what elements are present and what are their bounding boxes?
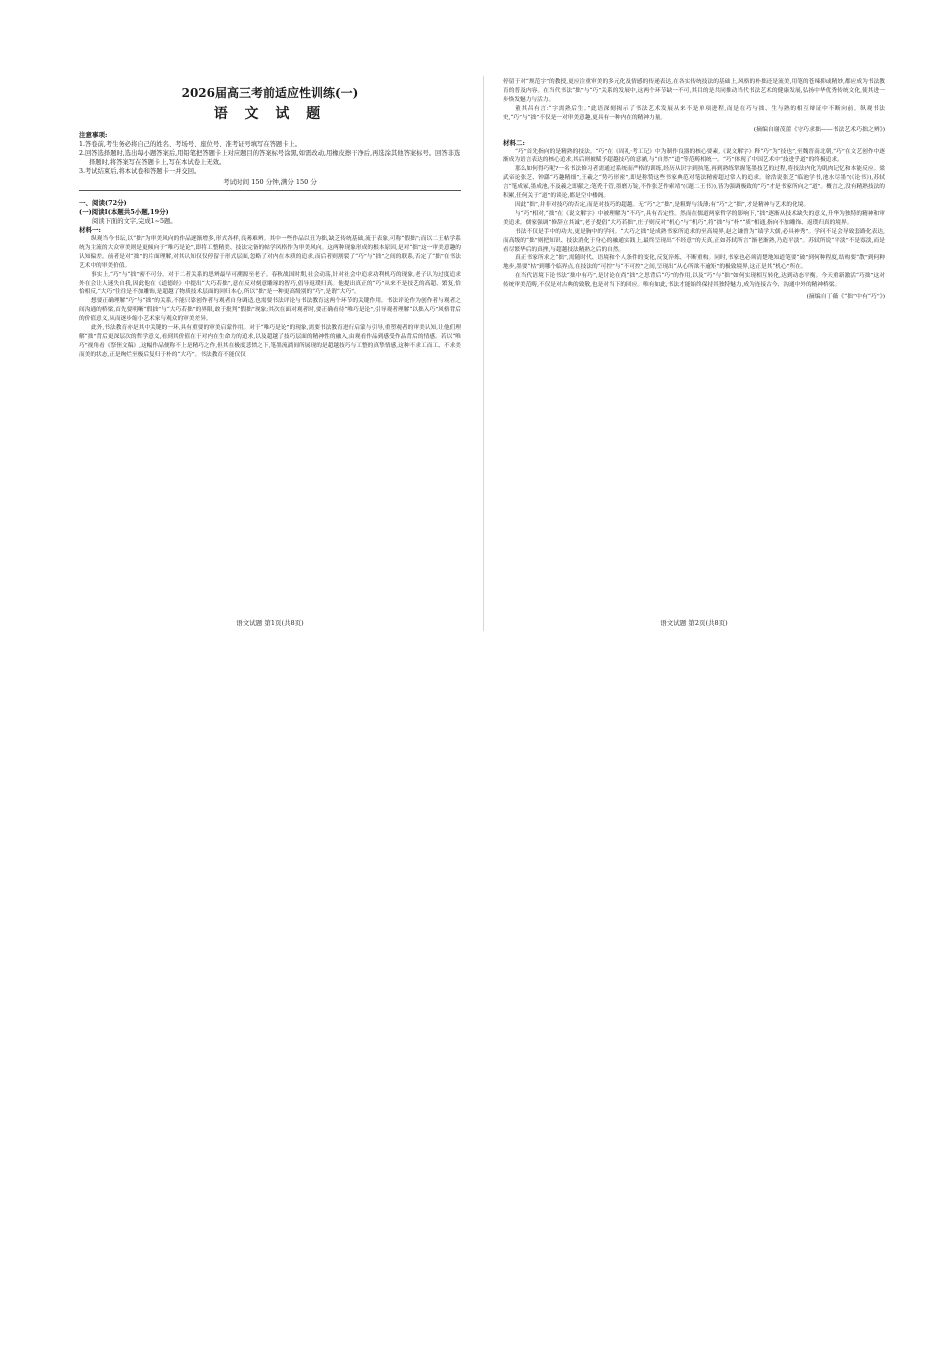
exam-sheet — [75, 70, 885, 640]
material-1-heading: 材料一: — [79, 226, 101, 234]
material-1-paragraph: 纵观当今书坛,以“拙”为审美风向的作品逐渐增多,形式各样,良莠难辨。其中一些作品以丑为拙,缺乏传统基础,流于表象,可称“假拙”;而以二王帖学系统为主流的大众审美则是更倾向于“唯巧是论”,即将工整精美、技法完备的帖学风格作为审美风向。这两种现象形成的根本原因,是对“拙”这一审美意趣的认知偏差。前者是对“拙”的片面理解,对其认知仅仅停留于形式层面,忽略了对内在本质的追求,而后者则割裂了“巧”与“拙”之间的联系,否定了“拙”在书法艺术中的审美价值。 — [79, 236, 461, 269]
material-2-paragraph: 那么如何得巧呢?一名书法修习者需通过系统而严格的训练,经历从识字到执笔,再到熟练掌握笔墨技艺的过程,将技法内化为肌肉记忆和本能反应。梁武帝论张芝、钟繇“巧趣精细”,王羲之“势巧形密”,即是称赞这些书家典范对笔法精密超过常人的追求。徐浩说张芝“临池学书,池水尽墨”(《论书》),苏轼言“笔成冢,墨成池,不及羲之即献之;笔秃千管,墨磨万锭,不作张芝作索靖”(《题二王书》),皆为强调极致的“巧”才是书家所向之“道”。概言之,没有精熟技法的积累,任何关于“道”的谈论,都是空中楼阁。 — [503, 166, 885, 200]
material-2-paragraph: 与“巧”相对,“拙”在《说文解字》中被理解为“不巧”,具有否定性。然而在儒道两家哲学的影响下,“拙”逐渐从技术缺失的意义,升华为独特的精神和审美追求。儒家强调“修辞立其诚”,老子提倡“大巧若拙”,庄子则反对“机心”与“机巧”,将“拙”与“朴”“质”相通,指向不加雕饰、返璞归真的境界。 — [503, 210, 885, 226]
subsection-heading: (一)阅读Ⅰ(本题共5小题,19分) — [79, 208, 169, 216]
page-2-footer: 语文试题 第2页(共8页) — [660, 619, 728, 627]
material-1-paragraph: 此外,书法教育亦是其中关键的一环,具有重要的审美启蒙作用。对于“唯巧是论”的现象,需要书法教育进行启蒙与引导,重塑观者的审美认知,让他们理解“拙”背后更深层次的哲学意义,看到其价值在于对内在生命力的追求,以及超越了技巧层面的精神性的融入,由观看作品到感受作品背后的情感。若以“唯巧”视角看《祭侄文稿》,这幅作品便称不上是精巧之作,但其在极度悲愤之下,笔墨流淌间所展现的是超越技巧与工整的真挚情感,这种不求工而工、不求美而美的状态,正是绚烂至极后复归于朴的“大巧”。书法教育不能仅仅 — [79, 325, 461, 358]
material-2-heading: 材料二: — [503, 138, 525, 147]
material-1-paragraph-continued: 停留于对“规范字”的教授,更应注重审美的多元化及情感的传递表达,在各实传统技法的基础上,风格的朴拙还是流美,用笔的苍辣抑或精妙,都应成为书法教育的普及内容。在当代书法“拙”与“巧”关系的发展中,这两个环节缺一不可,其目的是共同推动当代书法艺术的健康发展,弘扬中华优秀传统文化,使其进一步焕发魅力与活力。 — [503, 79, 885, 103]
divider-rule — [79, 190, 461, 191]
exam-time-line: 考试时间 150 分钟,满分 150 分 — [223, 178, 317, 186]
reading-instruction: 阅读下面的文字,完成1~5题。 — [92, 218, 177, 225]
material-2-paragraph: “巧”首先指向的是精熟的技法。“巧”在《周礼·考工记》中为制作良器的核心要素,《说文解字》释“巧”为“技也”,至魏晋南北朝,“巧”在文艺创作中逐渐成为语言表达的核心追求,其后则被赋予超越技巧的意涵,与“自然”“道”等范畴相统一。“巧”体现了中国艺术中“技进乎道”的终极追求。 — [503, 148, 885, 164]
notes-heading: 注意事项: — [79, 131, 108, 139]
exam-title: 2026届高三考前适应性训练(一) — [181, 86, 359, 100]
material-2-paragraph: 因此“拙”,并非对技巧的否定,而是对技巧的超越。无“巧”之“拙”,是粗野与浅薄;有“巧”之“拙”,才是精神与艺术的化境。 — [515, 201, 810, 208]
page-2 — [503, 78, 885, 306]
note-item: 1.答卷前,考生务必将自己的姓名、考场号、座位号、准考证号填写在答题卡上。 — [79, 141, 302, 148]
material-2-source: (摘编自丁薇《“拙”中有“巧”》) — [806, 294, 885, 301]
subject-title: 语 文 试 题 — [213, 106, 327, 122]
note-item: 2.回答选择题时,选出每小题答案后,用铅笔把答题卡上对应题目的答案标号涂黑,如需改动,用橡皮擦干净后,再选涂其他答案标号。回答非选择题时,将答案写在答题卡上,写在本试卷上无效。 — [79, 150, 461, 166]
material-1-paragraph: 董其昌有言:“字需熟后生。”此语深刻揭示了书法艺术发展从来不是单项进程,而是在巧与拙、生与熟的相互辩证中不断向前。纵观书法史,“巧”与“拙”不仅是一对审美意趣,更具有一种内在的精神力量。 — [503, 105, 885, 121]
section-heading: 一、阅读(72分) — [79, 199, 127, 207]
material-2-paragraph: 真正书家所求之“拙”,需随时代、语境和个人条件的变化,反复淬炼、不断重构。同时,书家也必须清楚地知道笔要“破”到何种程度,结构要“散”到何种地步,墨要“枯”到哪个临界点,在技法的“可控”与“不可控”之间,呈现出“从心所欲不逾矩”的极致境界,这正是其“机心”所在。 — [503, 255, 885, 271]
material-2-paragraph: 书法不仅是手中的功夫,更是胸中的学问。“大巧之拙”是成熟书家所追求的至高境界,赵之谦曾为“绩学大儒,必具神秀”。学问不足会导致套路化表达,而高级的“拙”则把知识、技法消化于身心的融通实践上,最终呈现出“不经意”的天真,正如苏轼所言“渐老渐熟,乃造平淡”。苏轼所说“平淡”不是寡淡,而是看尽繁华后的真挫,与超越技法精熟之后的自然。 — [503, 228, 885, 253]
note-item: 3.考试结束后,将本试卷和答题卡一并交回。 — [79, 168, 201, 175]
material-1-paragraph: 事实上,“巧”与“拙”密不可分。对于二者关系的思辨最早可溯源至老子。春秋战国时期,社会动荡,针对社会中追求功利机巧的现象,老子认为过度追求外在会让人迷失自我,因此他在《道德经》中提出“大巧若拙”,意在反对刻意雕琢的智巧,倡导返璞归真。他提出真正的“巧”从来不是技艺的高超、繁复,恰恰相反,“大巧”往往是不加雕饰,是超越了物质技术层面的回归本心,所以“拙”是一种更高级别的“巧”,是谓“大巧”。 — [79, 271, 461, 296]
notes-block — [79, 131, 461, 187]
page-1-footer: 语文试题 第1页(共8页) — [236, 619, 304, 627]
page-fold-divider — [483, 76, 484, 631]
material-1-paragraph: 想要正确理解“巧”与“拙”的关系,不能只靠创作者与观者自身调适,也需要书法评论与书法教育这两个环节的关键作用。书法评论作为创作者与观者之间沟通的桥梁,首先要明晰“假拙”与“大巧若拙”的界限,敢于批判“假拙”现象;其次在面对观者时,要正确看待“唯巧是论”,引导观者理解“以拙入巧”风格背后的价值意义,从而逐步缩小艺术家与观众的审美差异。 — [79, 298, 461, 323]
material-2-paragraph: 在当代语境下论书法“拙中有巧”,是讨论在尚“拙”之思背后“巧”的作用,以及“巧”与“拙”如何实现相互转化,达到动态平衡。今天重新激活“巧拙”这对传统审美范畴,不仅是对古典的致敬,也是对当下的回应。唯有如此,书法才能始终保持其独特魅力,成为连接古今、沟通中外的精神桥梁。 — [503, 273, 885, 289]
page-1 — [79, 78, 461, 360]
material-1-source: (摘编自谢茂蕾《守巧求拙——书法艺术巧拙之辨》) — [753, 126, 885, 133]
